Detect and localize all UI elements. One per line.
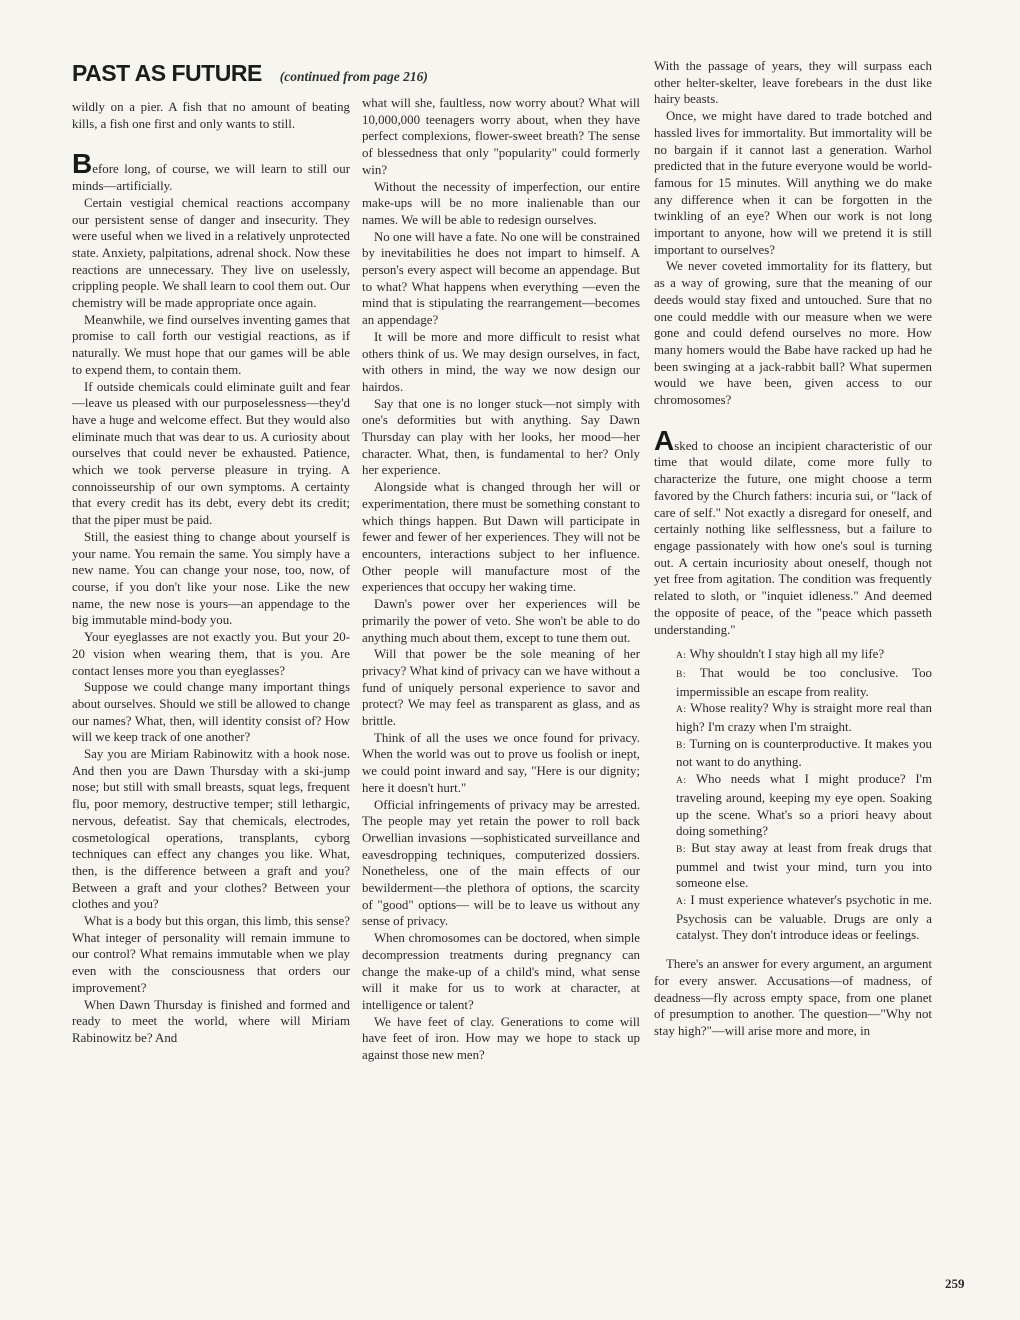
column-3 bbox=[654, 58, 932, 1040]
paragraph-text: efore long, of course, we will learn to still our minds—artificially. bbox=[72, 162, 350, 194]
dialogue-line: A: I must experience whatever's psychotic in me. Psychosis can be valuable. Drugs are only a catalyst. They don't introduce ideas or feelings. bbox=[676, 893, 932, 943]
paragraph: If outside chemicals could eliminate guilt and fear—leave us pleased with our purposelessness—they'd have a huge and welcome effect. But they would also eliminate much that was dear to us. A curiosity about ourselves that could never be exhausted. Patience, which we took perverse pleasure in trying. A connoisseurship of our own symptoms. A certainty that every credit has its debt, every debt its credit; that the piper must be paid. bbox=[72, 379, 350, 528]
speaker-label: A: bbox=[676, 776, 687, 787]
speaker-label: B: bbox=[676, 740, 686, 751]
speaker-label: A: bbox=[676, 897, 687, 908]
paragraph: Without the necessity of imperfection, our entire make-ups will be no more inalienable than our names. We will be able to redesign ourselves. bbox=[362, 179, 640, 227]
paragraph: There's an answer for every argument, an argument for every answer. Accusations—of madness, of deadness—fly across empty space, from one planet of presumption to another. The question—"Why not stay high?"—will arise more and more, in bbox=[654, 957, 932, 1038]
paragraph: Say you are Miriam Rabinowitz with a hook nose. And then you are Dawn Thursday with a ski-jump nose; but still with small breasts, squat legs, frequent flu, poor memory, destructive temper; still lethargic, nervous, defeatist. Say that chemicals, electrodes, cosmetological operations, transplants, cyborg techniques can effect any changes you like. What, then, is the difference between a graft and you? Between a graft and your clothes? Between your clothes and you? bbox=[72, 747, 350, 912]
speaker-label: B: bbox=[676, 669, 686, 680]
drop-cap: B bbox=[72, 148, 93, 180]
paragraph: We have feet of clay. Generations to come will have feet of iron. How may we hope to stack up against those new men? bbox=[362, 1014, 640, 1063]
paragraph: When Dawn Thursday is finished and formed and ready to meet the world, where will Miriam Rabinowitz be? And bbox=[72, 997, 350, 1045]
paragraph: Meanwhile, we find ourselves inventing games that promise to call forth our vestigial reactions, as if naturally. We must hope that our games will be able to expend them, to contain them. bbox=[72, 312, 350, 377]
paragraph: Suppose we could change many important things about ourselves. Should we still be allowed to change our names? What, then, will identity consist of? How will we keep track of one another? bbox=[72, 680, 350, 745]
section-start-paragraph bbox=[654, 424, 932, 638]
drop-cap: A bbox=[654, 424, 675, 456]
dialogue-line: B: Turning on is counterproductive. It makes you not want to do anything. bbox=[676, 736, 932, 770]
paragraph-text: sked to choose an incipient characteristic of our time that would dilate, come more fully to characterize the future, one might choose a term favored by the Church fathers: incuria sui, or "lack of care of self." Not exactly a disregard for oneself, and certainly nothing like selflessness, but a failure to engage passionately with how one's soul is turning out. A certain incuriosity about oneself, though not yet free from agitation. The condition was frequently related to sloth, or "inquiet idleness." And deemed the opposite of peace, of the "peace which passeth understanding." bbox=[654, 438, 932, 637]
speaker-label: A: bbox=[676, 651, 687, 662]
paragraph: wildly on a pier. A fish that no amount of beating kills, a fish one first and only wants to still. bbox=[72, 100, 350, 131]
section-start-paragraph bbox=[72, 148, 350, 194]
continued-note: (continued from page 216) bbox=[279, 69, 428, 84]
paragraph: Will that power be the sole meaning of her privacy? What kind of privacy can we have without a fund of uniquely personal experience to savor and protect? We may feel as transparent as glass, and as brittle. bbox=[362, 647, 640, 729]
paragraph: Dawn's power over her experiences will be primarily the power of veto. She won't be able to do anything much about them, except to tune them out. bbox=[362, 597, 640, 645]
dialogue-line: B: But stay away at least from freak drugs that pummel and twist your mind, turn you into someone else. bbox=[676, 840, 932, 891]
paragraph: When chromosomes can be doctored, when simple decompression treatments during pregnancy can change the make-up of a child's mind, what sense will it make for us to work at character, at intelligence or talent? bbox=[362, 931, 640, 1012]
paragraph: It will be more and more difficult to resist what others think of us. We may design ourselves, in fact, with others in mind, the way we now design our hairdos. bbox=[362, 329, 640, 394]
paragraph: Certain vestigial chemical reactions accompany our persistent sense of danger and insecurity. They were useful when we lived in a relatively unprotected state. Anxiety, palpitations, adrenal shock. Now these reactions are unnecessary. They live on uselessly, crippling people. We shall learn to cool them out. Our chemistry will be made appropriate once again. bbox=[72, 195, 350, 311]
paragraph: Your eyeglasses are not exactly you. But your 20-20 vision when wearing them, that is you. Are contact lenses more you than eyeglasses? bbox=[72, 630, 350, 678]
paragraph: With the passage of years, they will surpass each other helter-skelter, leave forebears in the dust like hairy beasts. bbox=[654, 59, 932, 107]
paragraph: We never coveted immortality for its flattery, but as a way of growing, sure that the meaning of our deeds would stay fixed and untouched. Sure that no one could meddle with our measure when we were gone and could defend ourselves no more. How many homers would the Babe have racked up had he been swinging at a jack-rabbit ball? What supermen would we have been, given access to our chromosomes? bbox=[654, 259, 932, 408]
column-2 bbox=[362, 95, 640, 1064]
paragraph: Still, the easiest thing to change about yourself is your name. You remain the same. You simply have a new name. You can change your nose, too, now, of course, if you don't like your nose. Like the new name, the new nose is yours—an appendage to the big immutable mind-body you. bbox=[72, 529, 350, 628]
paragraph: Once, we might have dared to trade botched and hassled lives for immortality. But immortality will be no bargain if it cannot last a generation. Warhol predicted that in the future everyone would be world-famous for 15 minutes. Will anything we do make any difference when it can be forgotten in the twinkling of an eye? When our work is not long important to anyone, how will we pretend it is still important to ourselves? bbox=[654, 109, 932, 257]
paragraph: What is a body but this organ, this limb, this sense? What integer of personality will remain immune to our control? What remains immutable when we play even with the consciousness that orders our improvement? bbox=[72, 914, 350, 995]
dialogue-line: A: Why shouldn't I stay high all my life? bbox=[676, 647, 885, 662]
dialogue-line: A: Whose reality? Why is straight more real than high? I'm crazy when I'm straight. bbox=[676, 701, 932, 735]
dialogue bbox=[654, 646, 932, 944]
article-title: PAST AS FUTURE bbox=[72, 60, 262, 86]
paragraph: Alongside what is changed through her will or experimentation, there must be something constant to which things happen. But Dawn will participate in fewer and fewer of her experiences. They will not be encounters, interactions subject to her influence. Other people will manufacture most of the experiences that occupy her waking time. bbox=[362, 480, 640, 595]
column-1 bbox=[72, 99, 350, 1047]
paragraph: No one will have a fate. No one will be constrained by inevitabilities he does not impart to himself. A person's every aspect will become an appendage. But to what? What happens when everything —even the mind that is stipulating the rearrangement—becomes an appendage? bbox=[362, 229, 640, 328]
paragraph: what will she, faultless, now worry about? What will 10,000,000 teenagers worry about, when they have perfect complexions, flower-sweet breath? The sense of blessedness that only "popularity" could formerly win? bbox=[362, 96, 640, 177]
paragraph: Say that one is no longer stuck—not simply with one's deformities but with anything. Say Dawn Thursday can play with her looks, her mood—her character. What, then, is fundamental to her? Only her experience. bbox=[362, 396, 640, 478]
paragraph: Official infringements of privacy may be arrested. The people may yet retain the power to roll back Orwellian invasions —sophisticated surveillance and eavesdropping techniques, computerized dossiers. Nonetheless, one of the main effects of our bewilderment—the plethora of options, the scarcity of "good" options— will be to leave us without any sense of privacy. bbox=[362, 797, 640, 929]
dialogue-line: A: Who needs what I might produce? I'm traveling around, keeping my eye open. Soaking up the scene. What's so a priori heavy about doing something? bbox=[676, 772, 932, 839]
article-header bbox=[72, 60, 428, 87]
speaker-label: A: bbox=[676, 705, 687, 716]
dialogue-line: B: That would be too conclusive. Too impermissible an escape from reality. bbox=[676, 665, 932, 699]
paragraph: Think of all the uses we once found for privacy. When the world was out to prove us foolish or inept, we could point inward and say, "Here is our dignity; here it doesn't hurt." bbox=[362, 730, 640, 795]
speaker-label: B: bbox=[676, 844, 686, 855]
page-number: 259 bbox=[945, 1276, 965, 1291]
